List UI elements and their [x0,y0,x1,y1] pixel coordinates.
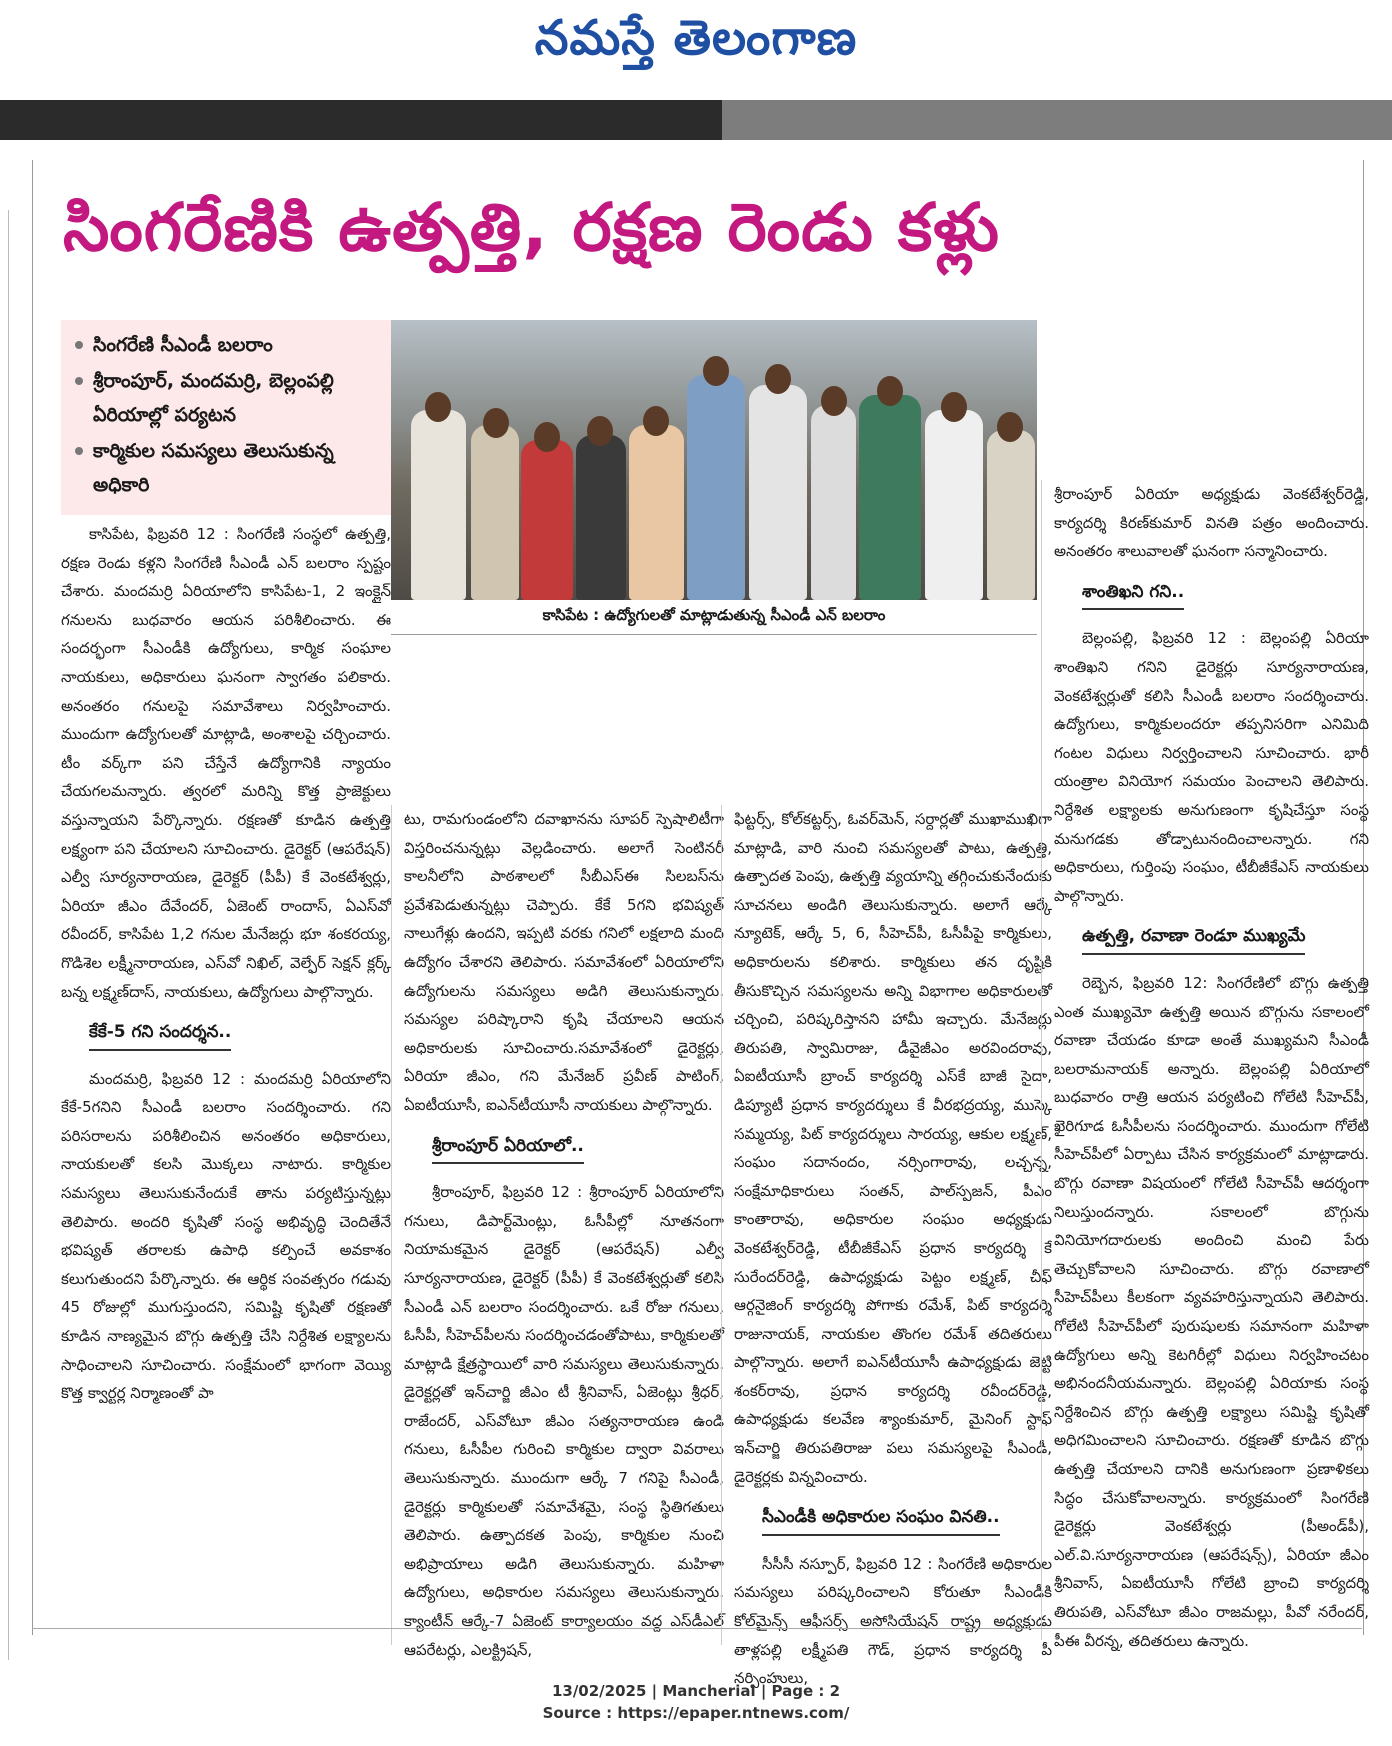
person-figure [521,440,573,600]
article-column-2 [391,805,724,1659]
subheading: శ్రీరాంపూర్ ఏరియాలో.. [432,1132,584,1165]
page-info: 13/02/2025 | Mancherial | Page : 2 [551,1682,841,1700]
person-head [483,408,509,438]
person-head [765,364,791,394]
article-column-4 [1041,480,1369,1650]
newspaper-logo: నమస్తే తెలంగాణ [534,10,858,66]
paragraph: సీసీసీ నస్పూర్, ఫిబ్రవరి 12 : సింగరేణి అధికారుల సమస్యలు పరిష్కరించాలని కోరుతూ సీఎండీకి కోల్‌మైన్స్ ఆఫీసర్స్ అసోసియేషన్ రాష్ట్ర అధ్యక్షుడు తాళ్లపల్లి లక్ష్మీపతి గౌడ్, ప్రధాన కార్యదర్శి పీ నర్సింహులు, [734,1554,1052,1688]
person-head [877,376,903,406]
article [32,160,1369,1688]
person-head [534,422,560,452]
footer-divider [32,1628,1362,1629]
source-link[interactable]: Source : https://epaper.ntnews.com/ [542,1704,850,1722]
person-head [703,356,729,386]
highlight-item: శ్రీరాంపూర్, మందమర్రి, బెల్లంపల్లి ఏరియాల్లో పర్యటన [93,364,381,432]
paragraph: రెబ్బెన, ఫిబ్రవరి 12: సింగరేణిలో బొగ్గు ఉత్పత్తి ఎంత ముఖ్యమో ఉత్పత్తి అయిన బొగ్గును సకాలంలో రవాణా చేయడం కూడా అంతే ముఖ్యమని సీఎండీ బలరామనాయక్ అన్నారు. బెల్లంపల్లి ఏరియాలో బుధవారం రాత్రి ఆయన పర్యటించి గోలేటి సీహెచ్‌పీ, ఖైరిగూడ ఓసీపీలను సందర్శించారు. ముందుగా గోలేటి సీహెచ్‌పీలో ఏర్పాటు చేసిన కార్యక్రమంలో మాట్లాడారు. బొగ్గు రవాణా విషయంలో గోలేటి సీహెచ్‌పీ ఆదర్శంగా నిలుస్తుందన్నారు. సకాలంలో బొగ్గును వినియోగదారులకు అందించి మంచి పేరు తెచ్చుకోవాలని సూచించారు. బొగ్గు రవాణాలో సీహెచ్‌పీలు కీలకంగా వ్యవహరిస్తున్నాయని తెలిపారు. గోలేటి సీహెచ్‌పీలో పురుషులకు సమానంగా మహిళా ఉద్యోగులు అన్ని కెటగిరీల్లో విధులు నిర్వహించటం అభినందనీయమన్నారు. బెల్లంపల్లి ఏరియాకు సంస్థ నిర్దేశించిన బొగ్గు ఉత్పత్తి లక్ష్యాలు సమిష్టి కృషితో అధిగమించాలని సూచించారు. రక్షణతో కూడిన బొగ్గు ఉత్పత్తి చేయాలని దానికి అనుగుణంగా ప్రణాళికలు సిద్ధం చేసుకోవాలన్నారు. కార్యక్రమంలో సింగరేణి డైరెక్టర్లు వెంకటేశ్వర్లు (పీఅండ్‌పీ), ఎల్.వి.సూర్యనారాయణ (ఆపరేషన్స్), ఏరియా జీఎం శ్రీనివాస్, ఏఐటీయూసీ గోలేటి బ్రాంచి కార్యదర్శి తిరుపతి, ఎస్‌వోటూ జీఎం రాజమల్లు, పీవో నరేందర్, పీఈ వీరన్న, తదితరులు ఉన్నారు. [1054,973,1369,1650]
top-bar [0,100,1392,140]
article-column-1 [61,520,391,1620]
person-figure [987,430,1035,600]
top-bar-light [722,100,1392,140]
top-bar-dark [0,100,722,140]
highlights-box [61,320,391,515]
person-figure [471,425,519,600]
paragraph: శ్రీరాంపూర్ ఏరియా అధ్యక్షుడు వెంకటేశ్వర్‌రెడ్డి, కార్యదర్శి కిరణ్‌కుమార్ వినతి పత్రం అందించారు. అనంతరం శాలువాలతో ఘనంగా సన్మానించారు. [1054,485,1369,561]
subheading: కేకే-5 గని సందర్శన.. [89,1018,231,1051]
person-figure [576,435,626,600]
paragraph: ఫిట్టర్స్, కోల్‌కట్టర్స్, ఓవర్‌మెన్, సర్దార్లతో ముఖాముఖిగా మాట్లాడి, వారి నుంచి సమస్యలతో పాటు, ఉత్పత్తి, ఉత్పాదత పెంపు, ఉత్పత్తి వ్యయాన్ని తగ్గించుకునేందుకు సూచనలు అండిగి తెలుసుకున్నారు. అలాగే ఆర్కే న్యూటెక్, ఆర్కే 5, 6, సీహెచ్‌పీ, ఓసీపీపై కార్మికులు, అధికారులను కలిశారు. కార్మికులు తన దృష్టికి తీసుకొచ్చిన సమస్యలను అన్ని విభాగాల అధికారులతో చర్చించి, పరిష్కరిస్తానని హామీ ఇచ్చారు. మేనేజర్లు తిరుపతి, స్వామిరాజు, డీవైజీఎం అరవిందరావు, ఏఐటీయూసీ బ్రాంచ్ కార్యదర్శి ఎస్‌కే బాజీ సైదా, డిప్యూటీ ప్రధాన కార్యదర్శులు కే వీరభద్రయ్య, ముస్కె సమ్మయ్య, పిట్ కార్యదర్శులు సారయ్య, ఆకుల లక్ష్మణ్, సంఘం సదానందం, నర్సింగారావు, లచ్చన్న, సంక్షేమాధికారులు సంతన్, పాల్‌స్పజన్, పీఎం కాంతారావు, అధికారుల సంఘం అధ్యక్షుడు వెంకటేశ్వర్‌రెడ్డి, టీబీజీకేఎస్ ప్రధాన కార్యదర్శి కే సురేందర్‌రెడ్డి, ఉపాధ్యక్షుడు పెట్టం లక్ష్మణ్, చీఫ్ ఆర్గనైజింగ్ కార్యదర్శి పోగాకు రమేశ్, పిట్ కార్యదర్శి రాజునాయక్, నాయకుల తొంగల రమేశ్ తదితరులు పాల్గొన్నారు. అలాగే ఐఎన్‌టీయూసీ ఉపాధ్యక్షుడు జెట్టి శంకర్‌రావు, ప్రధాన కార్యదర్శి రవీందర్‌రెడ్డి, ఉపాధ్యక్షుడు కలవేణ శ్యాంకుమార్, మైనింగ్ స్టాఫ్ ఇన్‌చార్జి తిరుపతిరాజు పలు సమస్యలపై సీఎండీ, డైరెక్టర్లకు విన్నవించారు. [734,810,1052,1486]
paragraph: కాసిపేట, ఫిబ్రవరి 12 : సింగరేణి సంస్థలో ఉత్పత్తి, రక్షణ రెండు కళ్లని సింగరేణి సీఎండీ ఎన్ బలరాం స్పష్టం చేశారు. మందమర్రి ఏరియాలోని కాసిపేట-1, 2 ఇంక్లైన్ గనులను బుధవారం ఆయన పరిశీలించారు. ఈ సందర్భంగా సీఎండీకి ఉద్యోగులు, కార్మిక సంఘాల నాయకులు, అధికారులు ఘనంగా స్వాగతం పలికారు. అనంతరం గనులపై సమావేశాలు నిర్వహించారు. ముందుగా ఉద్యోగులతో మాట్లాడి, అంశాలపై చర్చించారు. టీం వర్క్‌గా పని చేస్తేనే ఉద్యోగానికి న్యాయం చేయగలమన్నారు. త్వరలో మరిన్ని కొత్త ప్రాజెక్టులు వస్తున్నాయని పేర్కొన్నారు. రక్షణతో కూడిన ఉత్పత్తి లక్ష్యంగా పని చేయాలని సూచించారు. డైరెక్టర్ (ఆపరేషన్) ఎల్వీ సూర్యనారాయణ, డైరెక్టర్ (పీపీ) కే వెంకటేశ్వర్లు, ఏరియా జీఎం దేవేందర్, ఏజెంట్ రాందాస్, ఏఎస్‌వో రవీందర్, కాసిపేట 1,2 గనుల మేనేజర్లు భూ శంకరయ్య, గొడిశెల లక్ష్మీనారాయణ, ఎస్‌వో నిఖిల్, వెల్ఫేర్ సెక్షన్ క్లర్క్ బన్న లక్ష్మణ్‌దాస్, నాయకులు, ఉద్యోగులు పాల్గొన్నారు. [61,525,391,1001]
paragraph: శ్రీరాంపూర్, ఫిబ్రవరి 12 : శ్రీరాంపూర్ ఏరియాలోని గనులు, డిపార్ట్‌మెంట్లు, ఓసీపీల్లో నూతనంగా నియామకమైన డైరెక్టర్ (ఆపరేషన్) ఎల్వీ సూర్యనారాయణ, డైరెక్టర్ (పీపీ) కే వెంకటేశ్వర్లుతో కలిసి సీఎండీ ఎన్ బలరాం సందర్శించారు. ఒకే రోజు గనులు, ఓసీపీ, సీహెచ్‌పీలను సందర్శించడంతోపాటు, కార్మికులతో మాట్లాడి క్షేత్రస్థాయిలో వారి సమస్యలు తెలుసుకున్నారు. డైరెక్టర్లతో ఇన్‌చార్జి జీఎం టీ శ్రీనివాస్, ఏజెంట్లు శ్రీధర్, రాజేందర్, ఎస్‌వోటూ జీఎం సత్యనారాయణ ఉండి గనులు, ఓసీపీల గురించి కార్మికుల ద్వారా వివరాలు తెలుసుకున్నారు. ముందుగా ఆర్కే 7 గనిపై సీఎండీ, డైరెక్టర్లు కార్మికులతో సమావేశమై, సంస్థ స్థితిగతులు తెలిపారు. ఉత్పాదకత పెంపు, కార్మికుల నుంచి అభిప్రాయాలు అడిగి తెలుసుకున్నారు. మహిళా ఉద్యోగులు, అధికారుల సమస్యలు తెలుసుకున్నారు. క్యాంటీన్ ఆర్కే-7 ఏజెంట్ కార్యాలయం వద్ద ఎస్‌డీఎల్ ఆపరేటర్లు, ఎలక్ట్రిషన్, [404,1183,724,1659]
person-head [997,412,1023,442]
footer [0,1680,1392,1724]
person-figure [629,425,684,600]
masthead [0,0,1392,92]
subheading: శాంతిఖని గని.. [1082,578,1184,611]
person-figure [925,410,983,600]
article-column-3 [721,805,1052,1688]
person-figure [811,405,856,600]
highlight-item: సింగరేణి సీఎండీ బలరాం [93,328,381,362]
person-head [587,416,613,446]
adjacent-page-strip [0,210,9,1660]
headline: సింగరేణికి ఉత్పత్తి, రక్షణ రెండు కళ్లు [63,189,1000,266]
news-photo [391,320,1037,600]
person-figure [859,395,921,600]
subheading: ఉత్పత్తి, రవాణా రెండూ ముఖ్యమే [1082,922,1305,955]
person-head [643,406,669,436]
person-figure [411,410,466,600]
paragraph: మందమర్రి, ఫిబ్రవరి 12 : మందమర్రి ఏరియాలోని కేకే-5గనిని సీఎండీ బలరాం సందర్శించారు. గని పరిసరాలను పరిశీలించిన అనంతరం అధికారులు, నాయకులతో కలసి మొక్కలు నాటారు. కార్మికుల సమస్యలు తెలుసుకునేందుకే తాను పర్యటిస్తున్నట్లు తెలిపారు. అందరి కృషితో సంస్థ అభివృద్ధి చెందితేనే భవిష్యత్ తరాలకు ఉపాధి కల్పించే అవకాశం కలుగుతుందని పేర్కొన్నారు. ఈ ఆర్థిక సంవత్సరం గడువు 45 రోజుల్లో ముగుస్తుందని, సమిష్టి కృషితో రక్షణతో కూడిన నాణ్యమైన బొగ్గు ఉత్పత్తి చేసి నిర్దేశిత లక్ష్యాలను సాధించాలని సూచించారు. సంక్షేమంలో భాగంగా వెయ్యి కొత్త క్వార్టర్ల నిర్మాణంతో పా [61,1069,391,1403]
person-head [821,386,847,416]
highlight-item: కార్మికుల సమస్యలు తెలుసుకున్న అధికారి [93,434,381,502]
subheading: సీఎండీకి అధికారుల సంఘం వినతి.. [762,1503,1000,1536]
person-head [941,392,967,422]
person-head [425,392,451,422]
paragraph: టు, రామగుండంలోని దవాఖానను సూపర్ స్పెషాలిటీగా విస్తరించనున్నట్లు వెల్లడించారు. అలాగే సెంటినరీ కాలనీలోని పాఠశాలలో సీబీఎస్ఈ సిలబస్‌ను ప్రవేశపెడుతున్నట్లు చెప్పారు. కేకే 5గని భవిష్యత్ నాలుగేళ్లు ఉందని, ఇప్పటి వరకు గనిలో లక్షలాది మంది ఉద్యోగం చేశారని తెలిపారు. సమావేశంలో ఏరియాలోని ఉద్యోగులను సమస్యలు అడిగి తెలుసుకున్నారు. సమస్యల పరిష్కారాని కృషి చేయాలని ఆయన అధికారులకు సూచించారు.సమావేశంలో డైరెక్టర్లు, ఏరియా జీఎం, గని మేనేజర్ ప్రవీణ్ పాటింగ్, ఏఐటీయూసీ, ఐఎన్‌టీయూసీ నాయకులు పాల్గొన్నారు. [404,810,724,1114]
person-figure [749,385,807,600]
photo-caption: కాసిపేట : ఉద్యోగులతో మాట్లాడుతున్న సీఎండీ ఎన్ బలరాం [391,606,1037,635]
paragraph: బెల్లంపల్లి, ఫిబ్రవరి 12 : బెల్లంపల్లి ఏరియా శాంతిఖని గనిని డైరెక్టర్లు సూర్యనారాయణ, వెంకటేశ్వర్లుతో కలిసి సీఎండీ బలరాం సందర్శించారు. ఉద్యోగులు, కార్మికులందరూ తప్పనిసరిగా ఎనిమిది గంటల విధులు నిర్వర్తించాలని సూచించారు. భారీ యంత్రాల వినియోగ సమయం పెంచాలని తెలిపారు. నిర్దేశిత లక్ష్యాలకు అనుగుణంగా కృషిచేస్తూ సంస్థ మనుగడకు తోడ్పాటునందించాలన్నారు. గని అధికారులు, గుర్తింపు సంఘం, టీబీజీకేఎస్ నాయకులు పాల్గొన్నారు. [1054,629,1369,905]
person-figure [687,375,745,600]
